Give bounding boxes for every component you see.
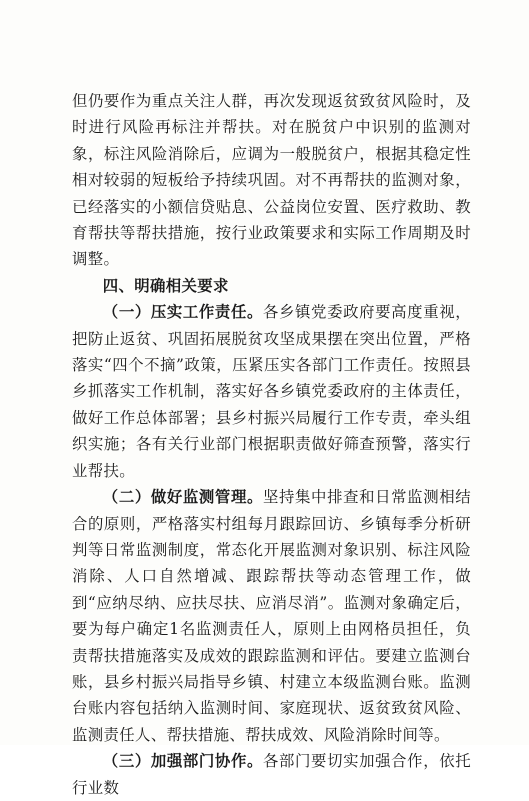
- item-lead-2: （二）做好监测管理。: [102, 488, 263, 507]
- item-body-3: 各部门要切实加强合作，依托行业数: [72, 752, 471, 797]
- item-lead-1: （一）压实工作责任。: [102, 303, 263, 322]
- intro-paragraph: 但仍要作为重点关注人群，再次发现返贫致贫风险时，及时进行风险再标注并帮扶。对在脱贫户中识别的监测对象，标注风险消除后，应调为一般脱贫户，根据其稳定性相对较弱的短板给予持续巩固。对不再帮扶的监测对象，已经落实的小额信贷贴息、公益岗位安置、医疗救助、教育帮扶等帮扶措施，按行业政策要求和实际工作周期及时调整。: [72, 92, 471, 269]
- item-body-2: 坚持集中排查和日常监测相结合的原则，严格落实村组每月跟踪回访、乡镇每季分析研判等日常监测制度，常态化开展监测对象识别、标注风险消除、人口自然增减、跟踪帮扶等动态管理工作，做到“应纳尽纳、应扶尽扶、应消尽消”。监测对象确定后，要为每户确定1名监测责任人，原则上由网格员担任，负责帮扶措施落实及成效的跟踪监测和评估。要建立监测台账，县乡村振兴局指导乡镇、村建立本级监测台账。监测台账内容包括纳入监测时间、家庭现状、返贫致贫风险、监测责任人、帮扶措施、帮扶成效、风险消除时间等。: [72, 488, 471, 744]
- item-body-1: 各乡镇党委政府要高度重视，把防止返贫、巩固拓展脱贫攻坚成果摆在突出位置，严格落实“四个不摘”政策，压紧压实各部门工作责任。按照县乡抓落实工作机制，落实好各乡镇党委政府的主体责任，做好工作总体部署；县乡村振兴局履行工作专责，牵头组织实施；各有关行业部门根据职责做好筛查预警，落实行业帮扶。: [72, 303, 471, 480]
- item-lead-3: （三）加强部门协作。: [102, 752, 263, 771]
- item-paragraph-2: [72, 484, 471, 748]
- section-heading: 四、明确相关要求: [102, 276, 229, 295]
- document-body: [72, 88, 471, 801]
- item-paragraph-3: [72, 748, 471, 801]
- item-paragraph-1: [72, 299, 471, 484]
